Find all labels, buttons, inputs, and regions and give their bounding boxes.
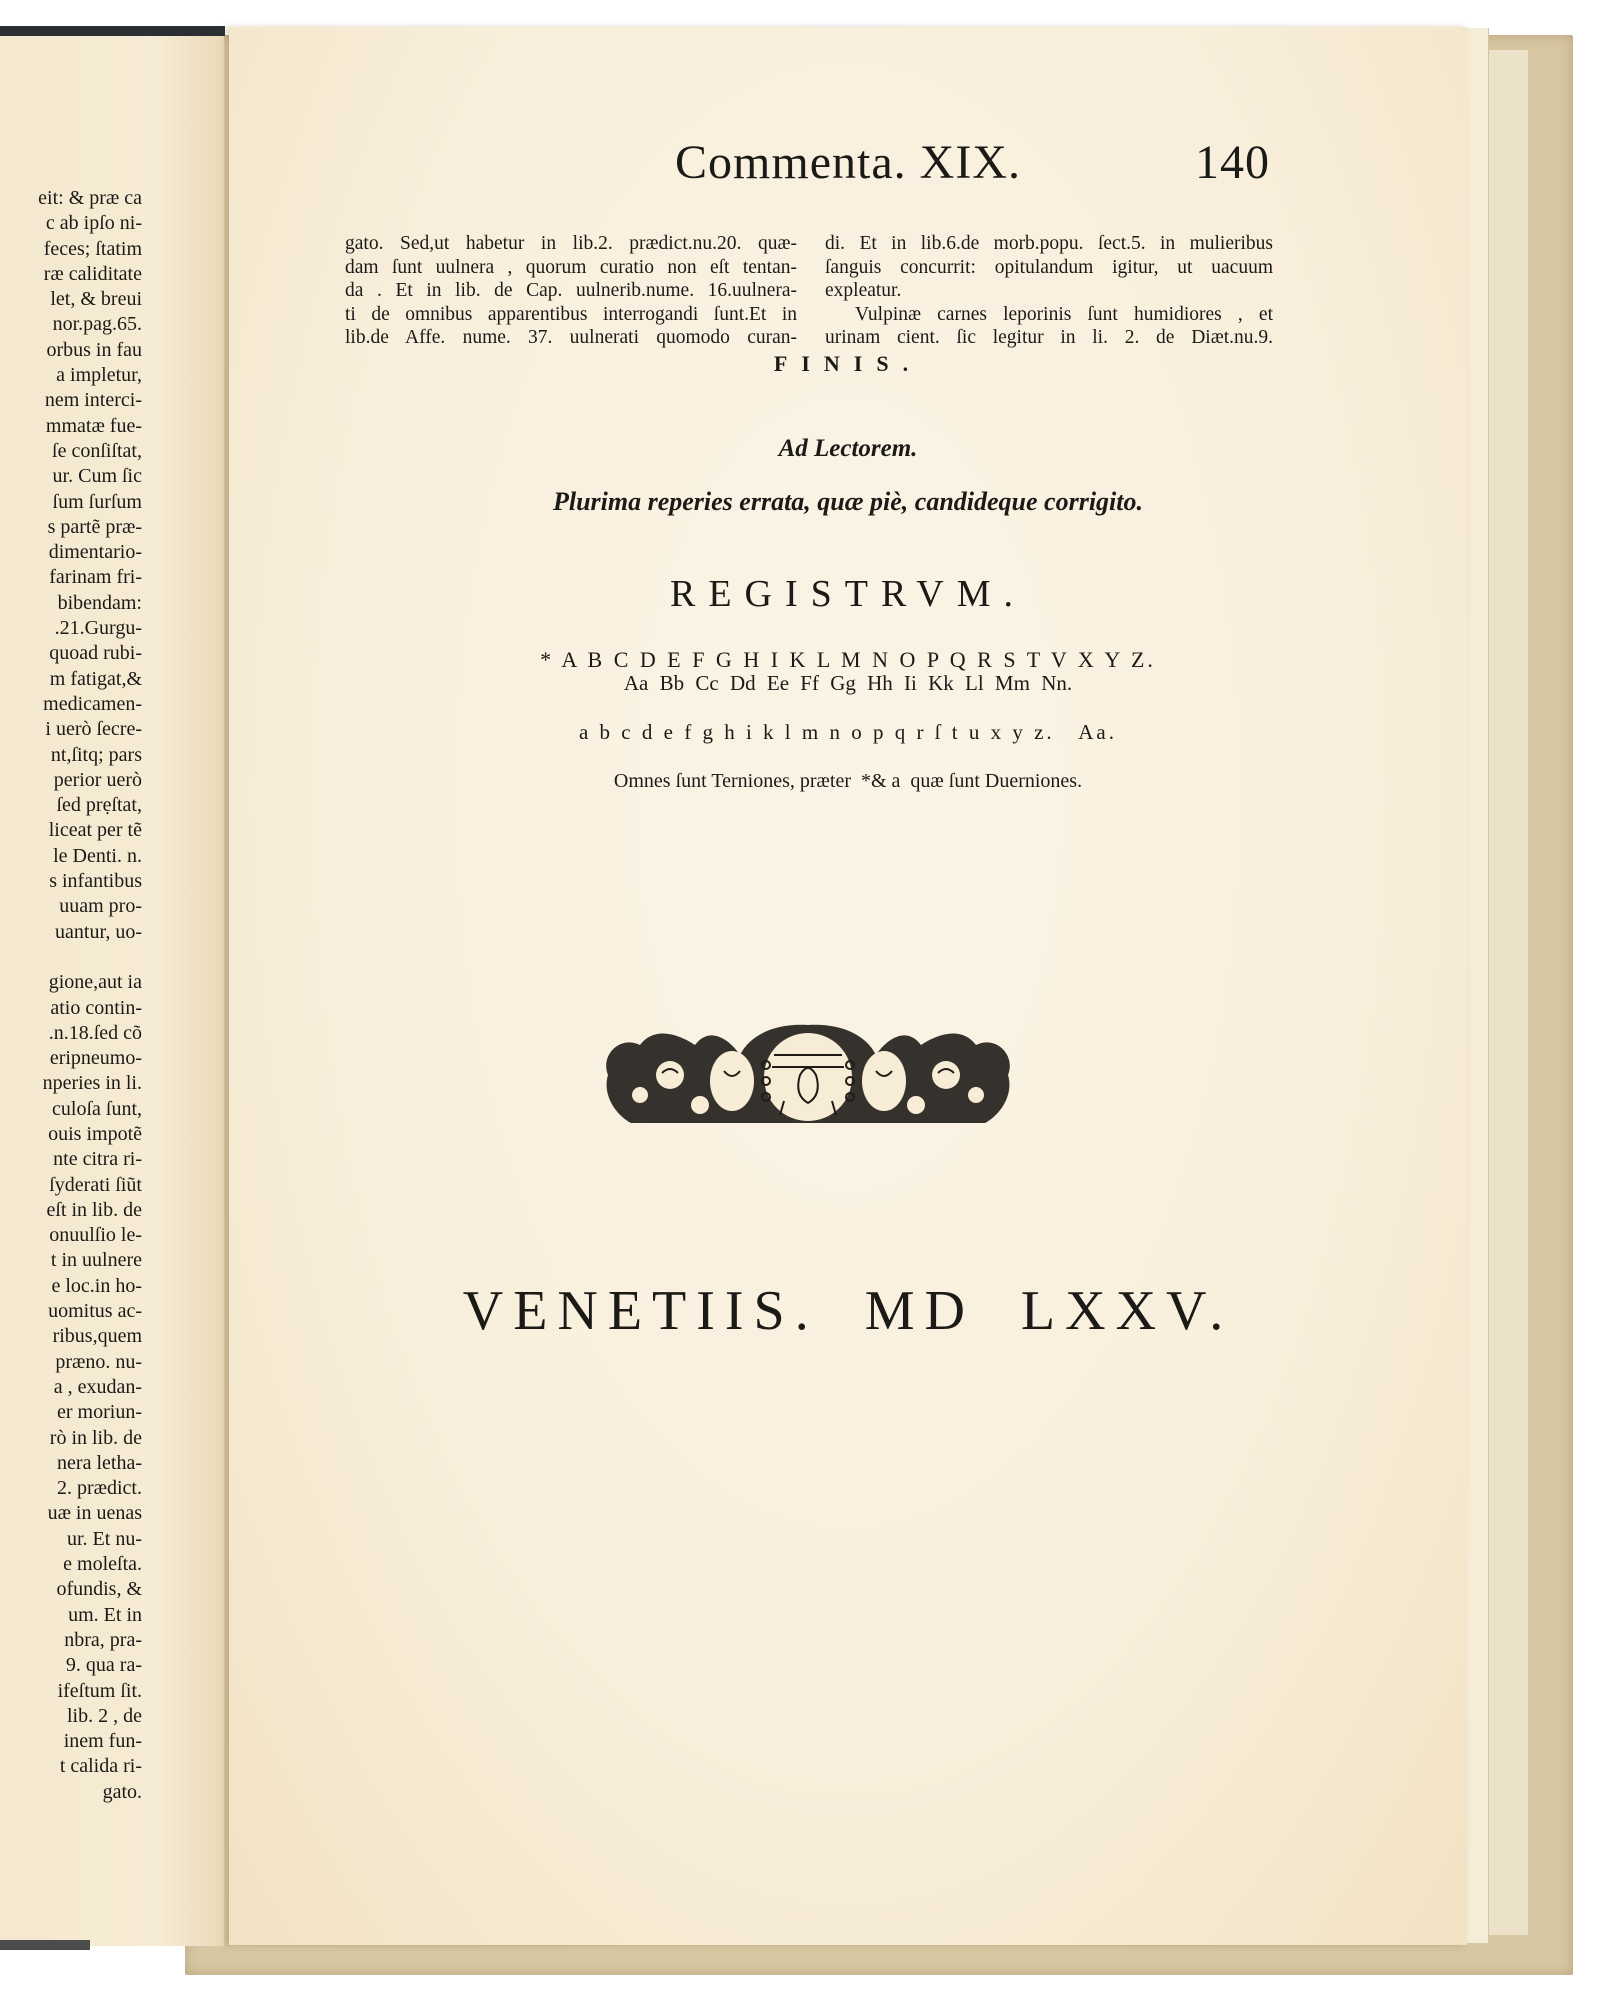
left-page-line: atio contin-: [50, 996, 142, 1019]
left-page-line: bibendam:: [57, 591, 142, 614]
left-page-line: c ab ipſo ni-: [45, 212, 142, 235]
text-line: Vulpinæ carnes leporinis ſunt humidiores , et: [855, 303, 1273, 325]
ad-lectorem: Ad Lectorem.: [778, 435, 918, 462]
text-line: ſanguis concurrit: opitulandum igitur, ut uacuum: [825, 256, 1273, 278]
left-page-line: i uerò ſecre-: [45, 718, 142, 741]
left-page-line: uuam pro-: [59, 895, 142, 918]
left-page-line: ſyderati ſiũt: [49, 1173, 142, 1196]
binding-bottom-edge: [0, 1940, 90, 1950]
left-page-line: uantur, uo-: [55, 920, 142, 943]
left-page-line: perior uerò: [53, 768, 142, 791]
left-page-line: gato.: [102, 1780, 142, 1803]
left-page-line: e moleſta.: [63, 1553, 142, 1576]
left-page-line: .21.Gurgu-: [54, 617, 142, 640]
left-page-line: 9. qua ra-: [65, 1654, 142, 1677]
left-page-line: er moriun-: [57, 1401, 142, 1424]
left-page-text: [0, 186, 142, 1805]
left-page-line: nperies in li.: [42, 1072, 142, 1095]
left-page-line: dimentario-: [48, 541, 142, 564]
left-page-line: ſum ſurſum: [52, 490, 142, 513]
text-line: lib.de Affe. nume. 37. uulnerati quomodo curan-: [345, 327, 797, 349]
left-page-line: gione,aut ia: [48, 971, 142, 994]
left-page-line: nor.pag.65.: [52, 313, 142, 336]
binding-edge: [0, 26, 225, 36]
register-lowercase: a b c d e f g h i k l m n o p q r ſ t u x y z. Aa.: [578, 720, 1118, 744]
text-line: expleatur.: [825, 280, 902, 302]
left-page-line: nbra, pra-: [64, 1628, 142, 1651]
left-page-line: m fatigat,&: [49, 667, 142, 690]
finis: FINIS.: [773, 351, 923, 376]
left-page-line: s partẽ præ-: [47, 515, 142, 538]
left-page-line: 2. prædict.: [57, 1477, 142, 1500]
register-doubles: Aa Bb Cc Dd Ee Ff Gg Hh Ii Kk Ll Mm Nn.: [623, 671, 1073, 695]
left-page-line: præno. nu-: [55, 1350, 142, 1373]
left-page-line: s infantibus: [49, 870, 142, 893]
left-page-line: feces; ſtatim: [43, 237, 142, 260]
left-page-line: ræ caliditate: [43, 262, 142, 285]
text-line: urinam cient. ſic legitur in li. 2. de Diæt.nu.9.: [825, 327, 1273, 349]
left-page-line: e loc.in ho-: [51, 1274, 142, 1297]
text-line: di. Et in lib.6.de morb.popu. ſect.5. in mulieribus: [825, 233, 1273, 254]
left-page-line: .n.18.ſed cõ: [48, 1021, 142, 1044]
errata-note: Plurima reperies errata, quæ piè, candideque corrigito.: [552, 487, 1144, 516]
left-page-line: ofundis, &: [56, 1578, 142, 1601]
left-page-line: ſed prẹſtat,: [56, 794, 142, 817]
left-page-line: uomitus ac-: [48, 1300, 142, 1323]
running-head-title: Commenta. XIX.: [675, 136, 1021, 189]
imprint: VENETIIS. MD LXXV.: [462, 1280, 1234, 1342]
left-page-line: le Denti. n.: [53, 844, 142, 867]
text-line: gato. Sed,ut habetur in lib.2. prædict.nu.20. quæ-: [345, 233, 797, 254]
left-page-line: ur. Et nu-: [67, 1527, 142, 1550]
left-page-line: mmatæ fue-: [45, 414, 142, 437]
left-page-line: nt,ſitq; pars: [50, 743, 142, 766]
left-page-line: onuulſio le-: [49, 1224, 142, 1247]
left-page-line: eit: & præ ca: [38, 187, 142, 209]
left-page-line: eſt in lib. de: [46, 1198, 142, 1221]
text-line: dam ſunt uulnera , quorum curatio non eſt tentan-: [345, 256, 797, 278]
woodcut-ornament: [600, 1015, 1016, 1137]
left-page-line: uæ in uenas: [47, 1502, 142, 1525]
left-page-line: liceat per tẽ: [48, 819, 142, 842]
column-right: [825, 232, 1273, 350]
left-page-line: orbus in fau: [46, 338, 142, 361]
left-page-line: culoſa ſunt,: [52, 1097, 142, 1120]
left-page-line: a , exudan-: [53, 1375, 142, 1398]
left-page-line: ſe conſiſtat,: [52, 439, 142, 462]
left-page-line: medicamen-: [43, 692, 142, 715]
left-page-line: a impletur,: [56, 364, 142, 387]
page-number: 140: [1195, 136, 1270, 189]
column-left: [345, 232, 797, 350]
left-page-line: quoad rubi-: [49, 642, 142, 665]
left-page-line: [0, 945, 142, 970]
left-page-line: lib. 2 , de: [67, 1704, 142, 1727]
left-page-line: nem interci-: [44, 389, 142, 412]
text-line: da . Et in lib. de Cap. uulnerib.nume. 16.uulnera-: [345, 280, 797, 302]
left-page-line: ribus,quem: [52, 1325, 142, 1348]
register-title: REGISTRVM.: [669, 573, 1027, 615]
left-page-line: farinam fri-: [49, 566, 142, 589]
left-page-line: ouis impotẽ: [48, 1122, 142, 1145]
left-page-line: let, & breui: [50, 288, 142, 311]
left-page-line: eripneumo-: [49, 1047, 142, 1070]
left-page-line: nera letha-: [57, 1451, 142, 1474]
left-page-line: ur. Cum ſic: [52, 465, 142, 488]
left-page-line: t calida ri-: [59, 1755, 142, 1778]
left-page-line: t in uulnere: [50, 1249, 142, 1272]
register-capitals: * A B C D E F G H I K L M N O P Q R S T V X Y Z.: [540, 647, 1156, 672]
right-page: [229, 27, 1467, 1945]
left-page-line: inem fun-: [63, 1730, 142, 1753]
register-note: Omnes ſunt Terniones, præter *& a quæ ſunt Duerniones.: [613, 770, 1083, 792]
left-page-line: rò in lib. de: [49, 1426, 142, 1449]
left-page-line: um. Et in: [68, 1603, 142, 1626]
left-page-line: ifeſtum ſit.: [57, 1679, 142, 1702]
left-page: [0, 28, 224, 1946]
left-page-line: nte citra ri-: [53, 1148, 142, 1171]
text-line: ti de omnibus apparentibus interrogandi ſunt.Et in: [345, 303, 797, 325]
